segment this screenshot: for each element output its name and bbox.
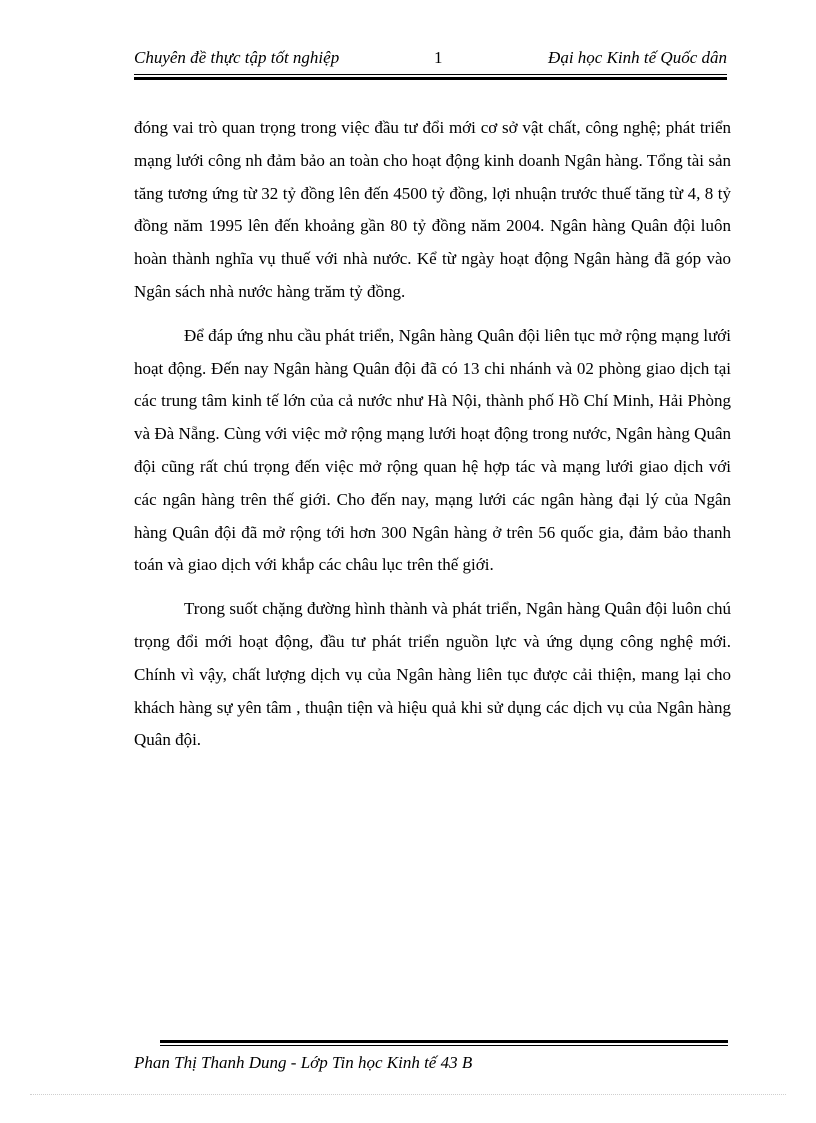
paragraph-3: Trong suốt chặng đường hình thành và phát triển, Ngân hàng Quân đội luôn chú trọng đổi mới hoạt động, đầu tư phát triển nguồn lực và ứng dụng công nghệ mới. Chính vì vậy, chất lượng dịch vụ của Ngân hàng liên tục được cải thiện, mang lại cho khách hàng sự yên tâm , thuận tiện và hiệu quả khi sử dụng các dịch vụ của Ngân hàng Quân đội. [134, 599, 731, 750]
header-divider-thick [134, 77, 727, 80]
footer-divider-thick [160, 1040, 728, 1043]
header-divider-thin [134, 74, 727, 75]
header-title: Chuyên đề thực tập tốt nghiệp [134, 48, 340, 67]
page-footer: Phan Thị Thanh Dung - Lớp Tin học Kinh tế 43 B [134, 1053, 473, 1072]
page-number: 1 [434, 48, 443, 67]
paragraph-1: đóng vai trò quan trọng trong việc đầu tư đổi mới cơ sở vật chất, công nghệ; phát triển mạng lưới công nh đảm bảo an toàn cho hoạt động kinh doanh Ngân hàng. Tổng tài sản tăng tương ứng từ 32 tỷ đồng lên đến 4500 tỷ đồng, lợi nhuận trước thuế tăng từ 4, 8 tỷ đồng năm 1995 lên đến khoảng gần 80 tỷ đồng năm 2004. Ngân hàng Quân đội luôn hoàn thành nghĩa vụ thuế với nhà nước. Kể từ ngày hoạt động Ngân hàng đã góp vào Ngân sách nhà nước hàng trăm tỷ đồng. [134, 118, 731, 301]
footer-divider-thin [160, 1045, 728, 1046]
paragraph-2: Để đáp ứng nhu cầu phát triển, Ngân hàng Quân đội liên tục mở rộng mạng lưới hoạt động. Đến nay Ngân hàng Quân đội đã có 13 chi nhánh và 02 phòng giao dịch tại các trung tâm kinh tế lớn của cả nước như Hà Nội, thành phố Hồ Chí Minh, Hải Phòng và Đà Nẵng. Cùng với việc mở rộng mạng lưới hoạt động trong nước, Ngân hàng Quân đội cũng rất chú trọng đến việc mở rộng quan hệ hợp tác và mạng lưới giao dịch với các ngân hàng trên thế giới. Cho đến nay, mạng lưới các ngân hàng đại lý của Ngân hàng Quân đội đã mở rộng tới hơn 300 Ngân hàng ở trên 56 quốc gia, đảm bảo thanh toán và giao dịch với khắp các châu lục trên thế giới. [134, 325, 731, 575]
body-text [134, 112, 731, 768]
page-header [134, 48, 727, 72]
header-university: Đại học Kinh tế Quốc dân [548, 48, 727, 67]
page-bottom-edge [30, 1094, 786, 1095]
